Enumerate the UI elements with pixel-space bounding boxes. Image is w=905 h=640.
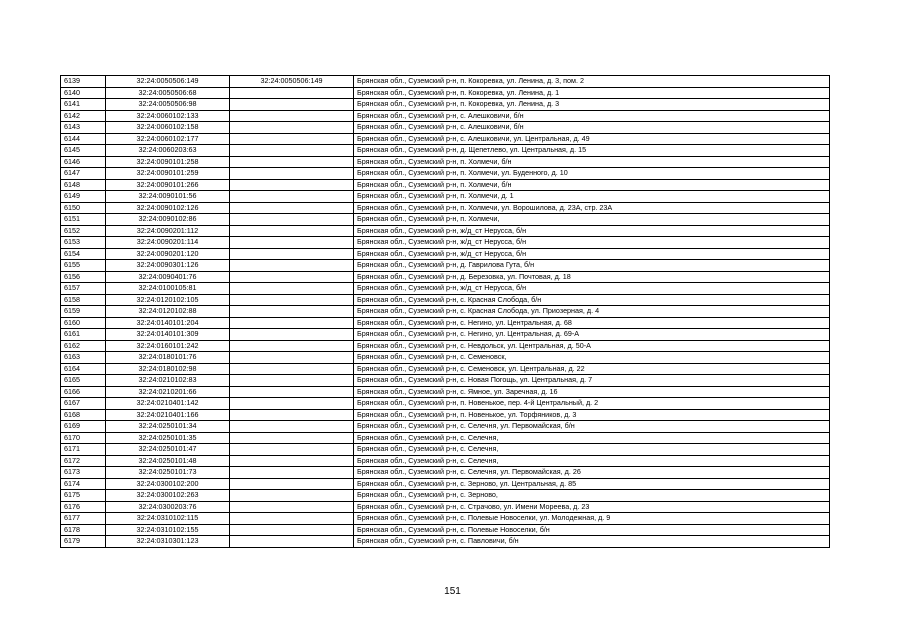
cadastral-number-cell: 32:24:0180102:98 — [106, 363, 230, 375]
cadastral-number-cell: 32:24:0060102:177 — [106, 133, 230, 145]
address-cell: Брянская обл., Суземский р-н, ж/д_ст Нерусса, б/н — [354, 237, 830, 249]
row-number-cell: 6145 — [61, 145, 106, 157]
address-cell: Брянская обл., Суземский р-н, с. Негино, ул. Центральная, д. 68 — [354, 317, 830, 329]
table-row — [61, 329, 830, 341]
address-cell: Брянская обл., Суземский р-н, с. Негино, ул. Центральная, д. 69-А — [354, 329, 830, 341]
cadastral-number-cell: 32:24:0090101:258 — [106, 156, 230, 168]
previous-number-cell — [230, 202, 354, 214]
previous-number-cell — [230, 386, 354, 398]
cadastral-number-cell: 32:24:0090101:266 — [106, 179, 230, 191]
table-row — [61, 536, 830, 548]
previous-number-cell — [230, 156, 354, 168]
page-number: 151 — [444, 586, 461, 597]
table-row — [61, 248, 830, 260]
table-row — [61, 501, 830, 513]
address-cell: Брянская обл., Суземский р-н, с. Страчово, ул. Имени Мореева, д. 23 — [354, 501, 830, 513]
row-number-cell: 6168 — [61, 409, 106, 421]
cadastral-number-cell: 32:24:0310102:155 — [106, 524, 230, 536]
row-number-cell: 6143 — [61, 122, 106, 134]
previous-number-cell — [230, 87, 354, 99]
previous-number-cell — [230, 478, 354, 490]
address-cell: Брянская обл., Суземский р-н, п. Холмечи, ул. Ворошилова, д. 23А, стр. 23А — [354, 202, 830, 214]
row-number-cell: 6157 — [61, 283, 106, 295]
row-number-cell: 6139 — [61, 76, 106, 88]
table-row — [61, 191, 830, 203]
cadastral-number-cell: 32:24:0060203:63 — [106, 145, 230, 157]
table-row — [61, 122, 830, 134]
address-cell: Брянская обл., Суземский р-н, п. Кокоревка, ул. Ленина, д. 3, пом. 2 — [354, 76, 830, 88]
address-cell: Брянская обл., Суземский р-н, с. Алешковичи, ул. Центральная, д. 49 — [354, 133, 830, 145]
table-body — [61, 76, 830, 548]
cadastral-number-cell: 32:24:0210102:83 — [106, 375, 230, 387]
previous-number-cell — [230, 524, 354, 536]
previous-number-cell — [230, 432, 354, 444]
address-cell: Брянская обл., Суземский р-н, с. Новая Погощь, ул. Центральная, д. 7 — [354, 375, 830, 387]
row-number-cell: 6167 — [61, 398, 106, 410]
cadastral-number-cell: 32:24:0300102:200 — [106, 478, 230, 490]
table-row — [61, 76, 830, 88]
table-row — [61, 490, 830, 502]
previous-number-cell — [230, 271, 354, 283]
row-number-cell: 6174 — [61, 478, 106, 490]
previous-number-cell — [230, 145, 354, 157]
address-cell: Брянская обл., Суземский р-н, ж/д_ст Нерусса, б/н — [354, 283, 830, 295]
address-cell: Брянская обл., Суземский р-н, с. Павловичи, б/н — [354, 536, 830, 548]
previous-number-cell — [230, 179, 354, 191]
cadastral-number-cell: 32:24:0140101:309 — [106, 329, 230, 341]
table-row — [61, 398, 830, 410]
previous-number-cell — [230, 306, 354, 318]
row-number-cell: 6162 — [61, 340, 106, 352]
previous-number-cell — [230, 375, 354, 387]
address-cell: Брянская обл., Суземский р-н, с. Селечня, ул. Первомайская, д. 26 — [354, 467, 830, 479]
address-cell: Брянская обл., Суземский р-н, д. Щепетлево, ул. Центральная, д. 15 — [354, 145, 830, 157]
address-cell: Брянская обл., Суземский р-н, с. Ямное, ул. Заречная, д. 16 — [354, 386, 830, 398]
address-cell: Брянская обл., Суземский р-н, с. Селечня, — [354, 455, 830, 467]
row-number-cell: 6149 — [61, 191, 106, 203]
address-cell: Брянская обл., Суземский р-н, п. Холмечи, б/н — [354, 179, 830, 191]
previous-number-cell — [230, 329, 354, 341]
row-number-cell: 6173 — [61, 467, 106, 479]
cadastral-number-cell: 32:24:0090101:259 — [106, 168, 230, 180]
cadastral-number-cell: 32:24:0050506:149 — [106, 76, 230, 88]
previous-number-cell — [230, 501, 354, 513]
cadastral-number-cell: 32:24:0210201:66 — [106, 386, 230, 398]
row-number-cell: 6166 — [61, 386, 106, 398]
address-cell: Брянская обл., Суземский р-н, д. Березовка, ул. Почтовая, д. 18 — [354, 271, 830, 283]
table-row — [61, 363, 830, 375]
address-cell: Брянская обл., Суземский р-н, п. Холмечи, д. 1 — [354, 191, 830, 203]
cadastral-number-cell: 32:24:0090102:126 — [106, 202, 230, 214]
table-row — [61, 179, 830, 191]
row-number-cell: 6158 — [61, 294, 106, 306]
table-row — [61, 237, 830, 249]
address-cell: Брянская обл., Суземский р-н, ж/д_ст Нерусса, б/н — [354, 248, 830, 260]
table-row — [61, 214, 830, 226]
cadastral-number-cell: 32:24:0250101:48 — [106, 455, 230, 467]
row-number-cell: 6156 — [61, 271, 106, 283]
cadastral-number-cell: 32:24:0120102:88 — [106, 306, 230, 318]
address-cell: Брянская обл., Суземский р-н, с. Семеновск, — [354, 352, 830, 364]
cadastral-number-cell: 32:24:0250101:73 — [106, 467, 230, 479]
cadastral-number-cell: 32:24:0090201:120 — [106, 248, 230, 260]
address-cell: Брянская обл., Суземский р-н, ж/д_ст Нерусса, б/н — [354, 225, 830, 237]
address-cell: Брянская обл., Суземский р-н, п. Новенькое, пер. 4-й Центральный, д. 2 — [354, 398, 830, 410]
address-cell: Брянская обл., Суземский р-н, п. Кокоревка, ул. Ленина, д. 1 — [354, 87, 830, 99]
cadastral-number-cell: 32:24:0090102:86 — [106, 214, 230, 226]
previous-number-cell — [230, 191, 354, 203]
address-cell: Брянская обл., Суземский р-н, с. Полевые Новоселки, ул. Молодежная, д. 9 — [354, 513, 830, 525]
address-cell: Брянская обл., Суземский р-н, с. Селечня, ул. Первомайская, б/н — [354, 421, 830, 433]
address-cell: Брянская обл., Суземский р-н, с. Красная Слобода, ул. Приозерная, д. 4 — [354, 306, 830, 318]
table-row — [61, 225, 830, 237]
row-number-cell: 6147 — [61, 168, 106, 180]
cadastral-number-cell: 32:24:0140101:204 — [106, 317, 230, 329]
address-cell: Брянская обл., Суземский р-н, с. Селечня, — [354, 432, 830, 444]
table-row — [61, 168, 830, 180]
cadastral-number-cell: 32:24:0160101:242 — [106, 340, 230, 352]
row-number-cell: 6159 — [61, 306, 106, 318]
previous-number-cell — [230, 110, 354, 122]
cadastral-number-cell: 32:24:0250101:34 — [106, 421, 230, 433]
address-cell: Брянская обл., Суземский р-н, с. Полевые Новоселки, б/н — [354, 524, 830, 536]
previous-number-cell — [230, 237, 354, 249]
cadastral-number-cell: 32:24:0180101:76 — [106, 352, 230, 364]
table-row — [61, 352, 830, 364]
address-cell: Брянская обл., Суземский р-н, п. Холмечи, — [354, 214, 830, 226]
table-row — [61, 110, 830, 122]
previous-number-cell — [230, 421, 354, 433]
table-row — [61, 99, 830, 111]
previous-number-cell — [230, 467, 354, 479]
row-number-cell: 6141 — [61, 99, 106, 111]
row-number-cell: 6151 — [61, 214, 106, 226]
previous-number-cell — [230, 363, 354, 375]
previous-number-cell — [230, 294, 354, 306]
table-row — [61, 386, 830, 398]
cadastral-number-cell: 32:24:0090201:112 — [106, 225, 230, 237]
previous-number-cell — [230, 99, 354, 111]
cadastral-number-cell: 32:24:0310301:123 — [106, 536, 230, 548]
table-row — [61, 306, 830, 318]
cadastral-number-cell: 32:24:0090401:76 — [106, 271, 230, 283]
table-row — [61, 317, 830, 329]
cadastral-number-cell: 32:24:0090201:114 — [106, 237, 230, 249]
row-number-cell: 6163 — [61, 352, 106, 364]
previous-number-cell — [230, 214, 354, 226]
address-cell: Брянская обл., Суземский р-н, п. Холмечи, б/н — [354, 156, 830, 168]
table-row — [61, 524, 830, 536]
cadastral-number-cell: 32:24:0050506:68 — [106, 87, 230, 99]
cadastral-number-cell: 32:24:0120102:105 — [106, 294, 230, 306]
table-row — [61, 444, 830, 456]
row-number-cell: 6179 — [61, 536, 106, 548]
previous-number-cell — [230, 283, 354, 295]
address-cell: Брянская обл., Суземский р-н, с. Зерново, — [354, 490, 830, 502]
table-row — [61, 133, 830, 145]
table-row — [61, 432, 830, 444]
row-number-cell: 6153 — [61, 237, 106, 249]
row-number-cell: 6140 — [61, 87, 106, 99]
address-cell: Брянская обл., Суземский р-н, с. Алешковичи, б/н — [354, 122, 830, 134]
address-cell: Брянская обл., Суземский р-н, п. Холмечи, ул. Буденного, д. 10 — [354, 168, 830, 180]
table-row — [61, 294, 830, 306]
address-cell: Брянская обл., Суземский р-н, с. Красная Слобода, б/н — [354, 294, 830, 306]
cadastral-number-cell: 32:24:0060102:133 — [106, 110, 230, 122]
cadastral-number-cell: 32:24:0060102:158 — [106, 122, 230, 134]
row-number-cell: 6165 — [61, 375, 106, 387]
row-number-cell: 6170 — [61, 432, 106, 444]
previous-number-cell — [230, 455, 354, 467]
previous-number-cell — [230, 260, 354, 272]
row-number-cell: 6155 — [61, 260, 106, 272]
table-row — [61, 467, 830, 479]
row-number-cell: 6177 — [61, 513, 106, 525]
row-number-cell: 6178 — [61, 524, 106, 536]
previous-number-cell — [230, 398, 354, 410]
row-number-cell: 6169 — [61, 421, 106, 433]
address-cell: Брянская обл., Суземский р-н, с. Зерново, ул. Центральная, д. 85 — [354, 478, 830, 490]
previous-number-cell — [230, 536, 354, 548]
previous-number-cell — [230, 513, 354, 525]
table-row — [61, 478, 830, 490]
table-row — [61, 455, 830, 467]
previous-number-cell — [230, 133, 354, 145]
row-number-cell: 6146 — [61, 156, 106, 168]
table-row — [61, 87, 830, 99]
cadastral-number-cell: 32:24:0100105:81 — [106, 283, 230, 295]
address-cell: Брянская обл., Суземский р-н, с. Селечня, — [354, 444, 830, 456]
table-row — [61, 421, 830, 433]
row-number-cell: 6160 — [61, 317, 106, 329]
cadastral-table — [60, 75, 830, 548]
previous-number-cell — [230, 248, 354, 260]
row-number-cell: 6172 — [61, 455, 106, 467]
table-row — [61, 202, 830, 214]
address-cell: Брянская обл., Суземский р-н, п. Новенькое, ул. Торфяников, д. 3 — [354, 409, 830, 421]
previous-number-cell — [230, 490, 354, 502]
cadastral-number-cell: 32:24:0210401:166 — [106, 409, 230, 421]
table-row — [61, 513, 830, 525]
table-row — [61, 145, 830, 157]
previous-number-cell — [230, 444, 354, 456]
row-number-cell: 6176 — [61, 501, 106, 513]
previous-number-cell — [230, 409, 354, 421]
table-row — [61, 409, 830, 421]
table-row — [61, 340, 830, 352]
previous-number-cell — [230, 225, 354, 237]
row-number-cell: 6164 — [61, 363, 106, 375]
table-row — [61, 283, 830, 295]
cadastral-number-cell: 32:24:0310102:115 — [106, 513, 230, 525]
row-number-cell: 6144 — [61, 133, 106, 145]
cadastral-number-cell: 32:24:0300102:263 — [106, 490, 230, 502]
previous-number-cell — [230, 352, 354, 364]
cadastral-number-cell: 32:24:0210401:142 — [106, 398, 230, 410]
previous-number-cell: 32:24:0050506:149 — [230, 76, 354, 88]
row-number-cell: 6161 — [61, 329, 106, 341]
address-cell: Брянская обл., Суземский р-н, с. Семеновск, ул. Центральная, д. 22 — [354, 363, 830, 375]
table-row — [61, 375, 830, 387]
cadastral-number-cell: 32:24:0090301:126 — [106, 260, 230, 272]
row-number-cell: 6142 — [61, 110, 106, 122]
row-number-cell: 6150 — [61, 202, 106, 214]
row-number-cell: 6148 — [61, 179, 106, 191]
cadastral-number-cell: 32:24:0250101:47 — [106, 444, 230, 456]
previous-number-cell — [230, 168, 354, 180]
address-cell: Брянская обл., Суземский р-н, д. Гаврилова Гута, б/н — [354, 260, 830, 272]
row-number-cell: 6152 — [61, 225, 106, 237]
table-row — [61, 156, 830, 168]
table-row — [61, 271, 830, 283]
address-cell: Брянская обл., Суземский р-н, с. Алешковичи, б/н — [354, 110, 830, 122]
table-row — [61, 260, 830, 272]
previous-number-cell — [230, 317, 354, 329]
previous-number-cell — [230, 122, 354, 134]
cadastral-number-cell: 32:24:0050506:98 — [106, 99, 230, 111]
cadastral-number-cell: 32:24:0090101:56 — [106, 191, 230, 203]
cadastral-number-cell: 32:24:0250101:35 — [106, 432, 230, 444]
row-number-cell: 6171 — [61, 444, 106, 456]
row-number-cell: 6154 — [61, 248, 106, 260]
row-number-cell: 6175 — [61, 490, 106, 502]
cadastral-number-cell: 32:24:0300203:76 — [106, 501, 230, 513]
previous-number-cell — [230, 340, 354, 352]
address-cell: Брянская обл., Суземский р-н, п. Кокоревка, ул. Ленина, д. 3 — [354, 99, 830, 111]
address-cell: Брянская обл., Суземский р-н, с. Невдольск, ул. Центральная, д. 50-А — [354, 340, 830, 352]
